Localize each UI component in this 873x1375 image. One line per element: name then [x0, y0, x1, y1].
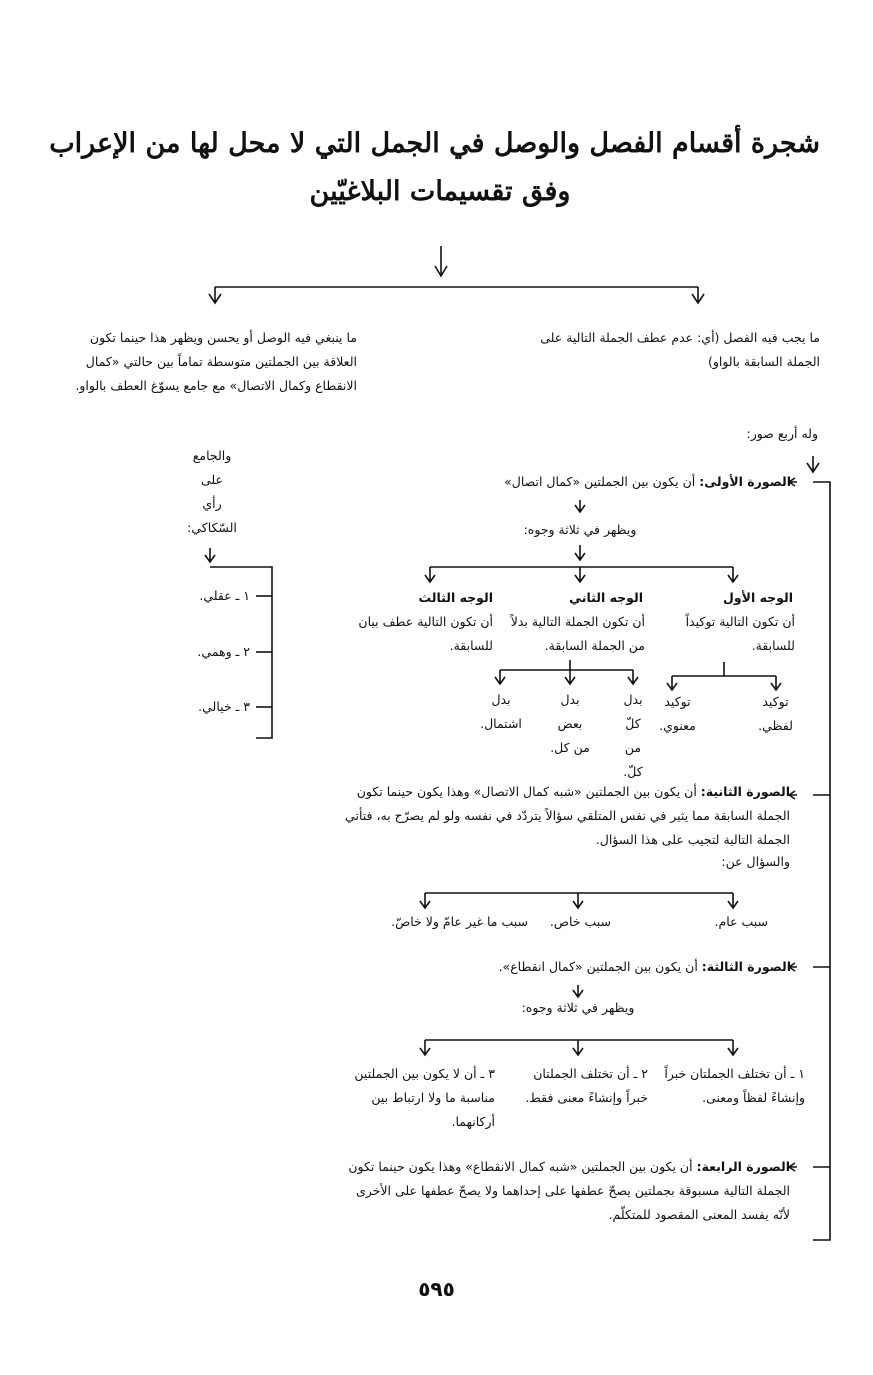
form4-label: الصورة الرابعة: [696, 1159, 790, 1174]
page-title: شجرة أقسام الفصل والوصل في الجمل التي لا محل لها من الإعراب [49, 128, 820, 159]
form1-text [504, 470, 791, 494]
jami-item-aqli: ١ ـ عقلي. [199, 588, 250, 603]
jami-label-1: والجامع [192, 448, 232, 463]
connection-preferred-text: ما ينبغي فيه الوصل أو يحسن ويظهر هذا حينما تكون العلاقة بين الجملتين متوسطة تماماً بين حالتي «كمال الانقطاع وكمال الاتصال» مع جامع يسوّغ العطف بالواو. [75, 330, 357, 393]
badal-kull: بدل كلّ من كلّ. [623, 692, 643, 779]
emphasis-lafzi: توكيد لفظي. [758, 694, 793, 733]
badal-ishtimal: بدل اشتمال. [480, 692, 522, 731]
disjunction-3: ٣ ـ أن لا يكون بين الجملتين مناسبة ما ولا ارتباط بين أركانهما. [354, 1066, 495, 1129]
cause-neither: سبب ما غير عامّ ولا خاصّ. [391, 914, 528, 929]
cause-general: سبب عام. [714, 914, 768, 929]
form2-label: الصورة الثانية: [700, 784, 790, 799]
aspect2-title: الوجه الثاني [569, 590, 643, 605]
form1-label: الصورة الأولى: [699, 474, 791, 489]
form3-text [499, 955, 791, 979]
form1-appears: ويظهر في ثلاثة وجوه: [523, 522, 637, 537]
form4-text [345, 1155, 790, 1227]
cause-specific: سبب خاص. [549, 914, 611, 929]
form3-description: أن يكون بين الجملتين «كمال انقطاع». [498, 959, 698, 974]
aspect1-title: الوجه الأول [723, 590, 793, 605]
form3-appears: ويظهر في ثلاثة وجوه: [521, 1000, 635, 1015]
aspect1-text: أن تكون التالية توكيداً للسابقة. [685, 614, 795, 653]
jami-item-khayali: ٣ ـ خيالي. [198, 699, 250, 714]
aspect3-text: أن تكون التالية عطف بيان للسابقة. [358, 614, 493, 653]
form2-question: والسؤال عن: [721, 854, 790, 869]
four-forms-intro: وله أربع صور: [746, 426, 818, 441]
page-number: ٥٩٥ [418, 1277, 455, 1301]
jami-item-wahmi: ٢ ـ وهمي. [197, 644, 250, 659]
jami-label-3: رأي [202, 496, 222, 511]
form2-text [345, 780, 790, 852]
aspect2-text: أن تكون الجملة التالية بدلاً من الجملة السابقة. [510, 614, 645, 653]
aspect3-title: الوجه الثالث [418, 590, 493, 605]
jami-label-4: السّكاكي: [187, 520, 237, 535]
disjunction-2: ٢ ـ أن تختلف الجملتان خبراً وإنشاءً معنى فقط. [525, 1066, 648, 1105]
page-subtitle: وفق تقسيمات البلاغيّين [309, 176, 571, 207]
form2-description: أن يكون بين الجملتين «شبه كمال الاتصال» وهذا يكون حينما تكون الجملة السابقة مما يثير في نفس المتلقي سؤالاً يتردّد في نفسه ولو لم يصرّح به، فتأتي الجملة التالية لتجيب على هذا السؤال. [345, 784, 790, 847]
emphasis-manawi: توكيد معنوي. [659, 694, 696, 733]
disjunction-1: ١ ـ أن تختلف الجملتان خبراً وإنشاءً لفظاً ومعنى. [664, 1066, 805, 1105]
form3-label: الصورة الثالثة: [701, 959, 791, 974]
badal-bad: بدل بعض من كل. [550, 692, 590, 755]
separation-required-text: ما يجب فيه الفصل (أي: عدم عطف الجملة التالية على الجملة السابقة بالواو) [540, 330, 820, 369]
jami-label-2: على [200, 472, 223, 487]
form1-description: أن يكون بين الجملتين «كمال اتصال» [504, 474, 696, 489]
form4-description: أن يكون بين الجملتين «شبه كمال الانقطاع» وهذا يكون حينما تكون الجملة التالية مسبوقة بجملتين يصحّ عطفها على إحداهما ولا يصحّ عطفها على الأخرى لأنّه يفسد المعنى المقصود للمتكلّم. [348, 1159, 790, 1222]
